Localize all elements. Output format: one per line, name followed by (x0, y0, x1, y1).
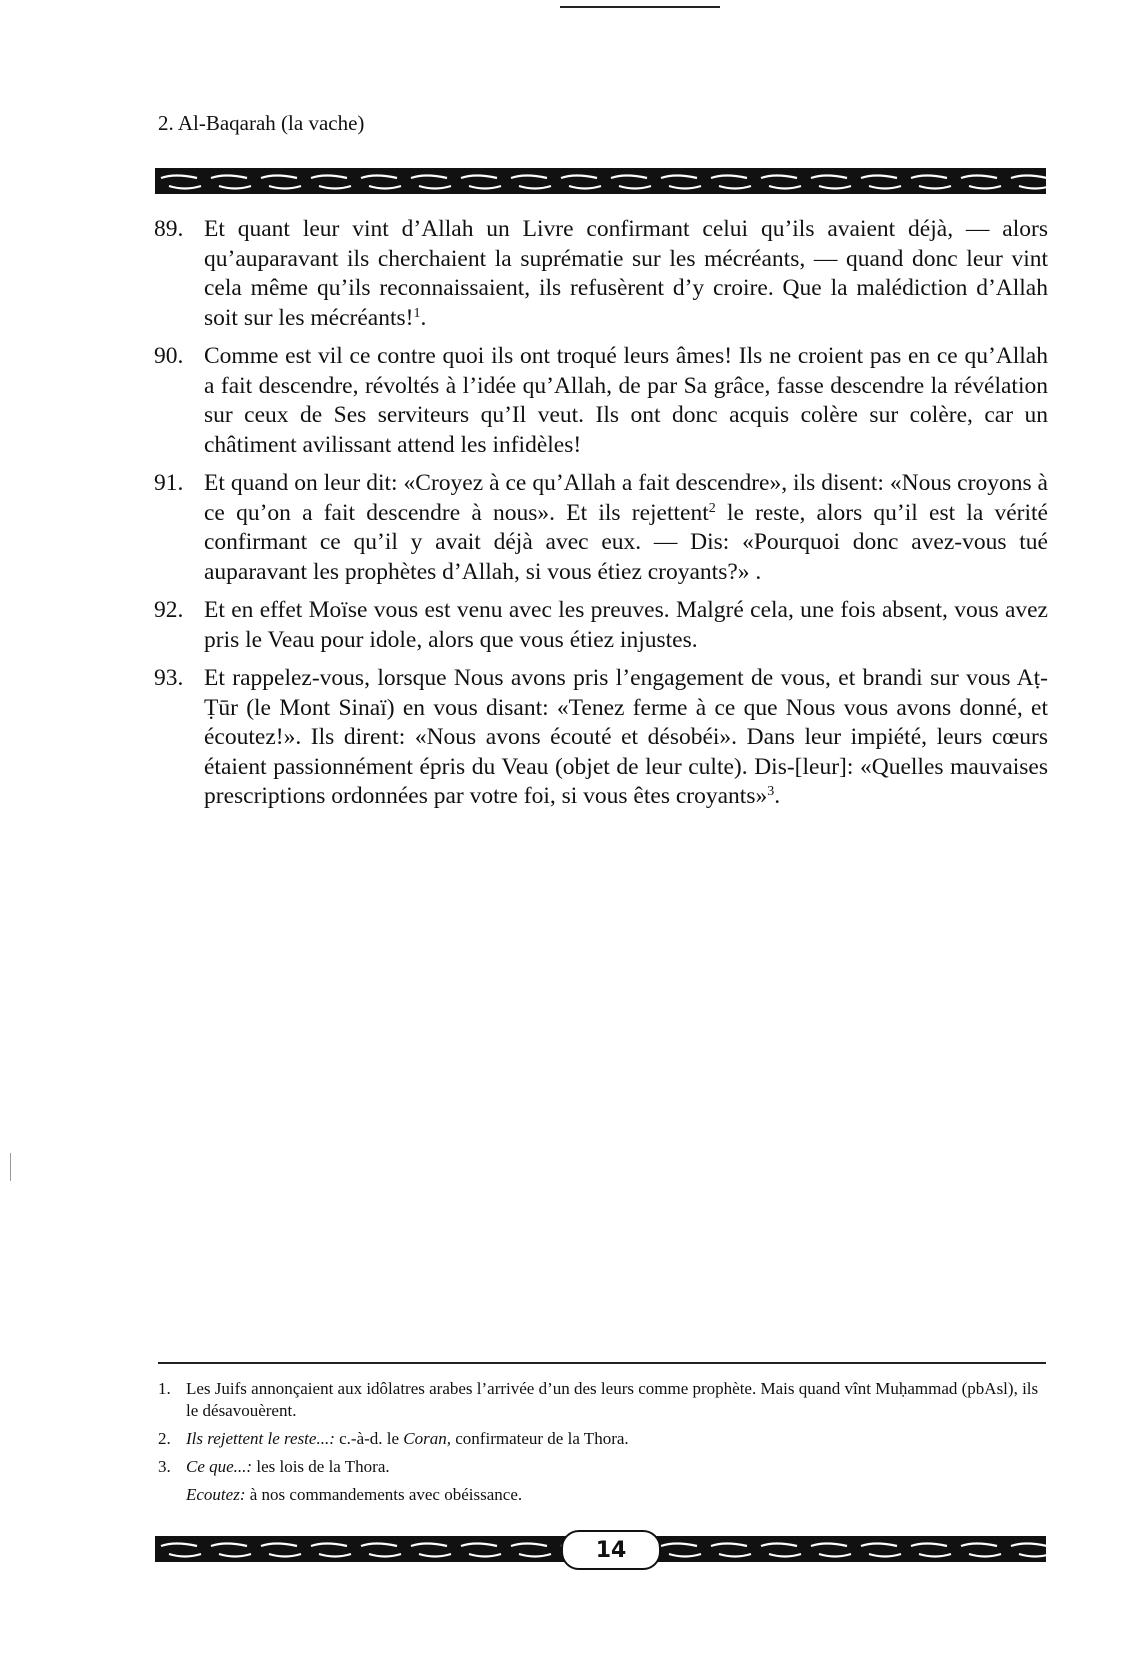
footnotes (158, 1378, 1046, 1506)
verse-number: 91. (154, 470, 184, 496)
footnote-1 (158, 1378, 1046, 1422)
verse-text: Et en effet Moïse vous est venu avec les preuves. Malgré cela, une fois absent, vous avez pris le Veau pour idole, alors que vous étiez injustes. (204, 597, 1048, 653)
footnote-2: 2. Ils rejettent le reste...: c.-à-d. le Coran, confirmateur de la Thora. (158, 1429, 629, 1448)
footnote-3-continuation: Ecoutez: à nos commandements avec obéissance. (186, 1485, 523, 1504)
footnote-rule (158, 1362, 1046, 1364)
footnote-ref-1: 1 (413, 305, 421, 321)
verse-number: 89. (154, 216, 184, 242)
top-rule (560, 6, 720, 8)
verse-text: Et quant leur vint d’Allah un Livre confirmant celui qu’ils avaient déjà, — alors qu’auparavant ils cherchaient la suprématie sur les mécréants, — quand donc leur vint cela même qu’ils reconnaissaient, ils refusèrent d’y croire. Que la malédiction d’Allah soit sur les mécréants! (204, 216, 1048, 331)
ornamental-band-top (155, 168, 1046, 194)
footnote-number: 3. (158, 1457, 171, 1476)
verse-text: Et rappelez-vous, lorsque Nous avons pris l’engagement de vous, et brandi sur vous Aṭ-Ṭūr (le Mont Sinaï) en vous disant: «Tenez ferme à ce que Nous vous avons donné, et écoutez!». Ils dirent: «Nous avons écouté et désobéi». Dans leur impiété, leurs cœurs étaient passionnément épris du Veau (objet de leur culte). Dis-[leur]: «Quelles mauvaises prescriptions ordonnées par votre foi, si vous êtes croyants» (204, 665, 1048, 809)
chain-ornament-top (155, 168, 1046, 194)
footnote-lead: Ils rejettent le reste...: (186, 1429, 335, 1448)
footnote-ref-3: 3 (767, 784, 775, 799)
verse-number: 90. (154, 343, 184, 369)
footnote-ref-2: 2 (708, 500, 716, 516)
verse-90 (154, 342, 1048, 460)
verse-text: Et quand on leur dit: «Croyez à ce qu’Allah a fait descendre», ils disent: «Nous croyons à ce qu’on a fait descendre à nous». Et ils rejettent (204, 470, 1048, 526)
verse-number: 92. (154, 597, 184, 623)
footnote-emphasis: Coran, (403, 1429, 452, 1448)
verses-list (154, 215, 1048, 821)
page-number: 14 (561, 1530, 661, 1570)
margin-mark (10, 1153, 11, 1181)
footnote-3: 3. Ce que...: les lois de la Thora. (158, 1457, 390, 1476)
footnote-lead: Ce que...: (186, 1457, 253, 1476)
verse-93: 93. Et rappelez-vous, lorsque Nous avons pris l’engagement de vous, et brandi sur vous Aṭ-Ṭūr (le Mont Sinaï) en vous disant: «Tenez ferme à ce que Nous vous avons donné, et écoutez!». Ils dirent: «Nous avons écouté et désobéi». Dans leur impiété, leurs cœurs étaient passionnément épris du Veau (objet de leur culte). Dis-[leur]: «Quelles mauvaises prescriptions ordonnées par votre foi, si vous êtes croyants»$^3$. (154, 664, 1048, 812)
verse-text: Comme est vil ce contre quoi ils ont troqué leurs âmes! Ils ne croient pas en ce qu’Allah a fait descendre, révoltés à l’idée qu’Allah, de par Sa grâce, fasse descendre la révélation sur ceux de Ses serviteurs qu’Il veut. Ils ont donc acquis colère sur colère, car un châtiment avilissant attend les infidèles! (204, 343, 1048, 458)
running-header: 2. Al-Baqarah (la vache) (158, 111, 365, 135)
verse-91: 91. Et quand on leur dit: «Croyez à ce qu’Allah a fait descendre», ils disent: «Nous croyons à ce qu’on a fait descendre à nous». Et ils rejettent$^2$ le reste, alors qu’il est la vérité confirmant ce qu’il y avait déjà avec eux. — Dis: «Pourquoi donc avez-vous tué auparavant les prophètes d’Allah, si vous étiez croyants?» . (154, 469, 1048, 587)
footnote-number: 2. (158, 1429, 171, 1448)
verse-92 (154, 596, 1048, 655)
footnote-number: 1. (158, 1379, 171, 1398)
footnote-text: Les Juifs annonçaient aux idôlatres arabes l’arrivée d’un des leurs comme prophète. Mais quand vînt Muḥammad (pbAsl), ils le désavouèrent. (186, 1379, 1039, 1420)
verse-89: 89. Et quant leur vint d’Allah un Livre confirmant celui qu’ils avaient déjà, — alors qu’auparavant ils cherchaient la suprématie sur les mécréants, — quand donc leur vint cela même qu’ils reconnaissaient, ils refusèrent d’y croire. Que la malédiction d’Allah soit sur les mécréants!$^1$. (154, 215, 1048, 333)
verse-number: 93. (154, 665, 184, 691)
footnote-lead: Ecoutez: (186, 1485, 246, 1504)
